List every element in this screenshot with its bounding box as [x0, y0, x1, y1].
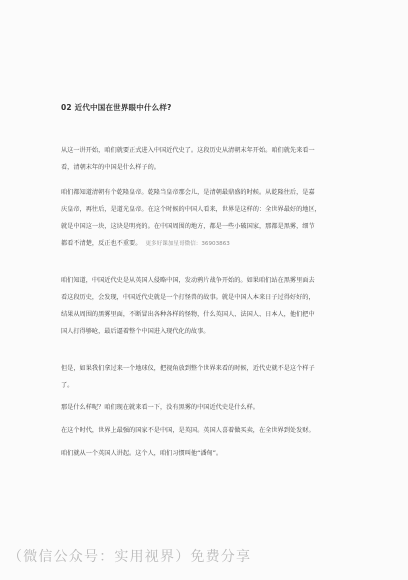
paragraph-2 — [61, 184, 361, 253]
paragraph-line: 在这个时代，世界上最强的国家不是中国，是英国。英国人喜着做买卖，在全世界到处发财。 — [61, 427, 315, 434]
paragraph-line: 结果从周围的黑雾里面，不断冒出各种各样的怪物，什么英国人、法国人、日本人，他们把中 — [61, 311, 315, 318]
paragraph-1 — [61, 142, 361, 176]
paragraph-line: 国人打得够呛，最后逼着整个中国进入现代化的故事。 — [61, 328, 210, 335]
paragraph-line: 看，清朝末年的中国是什么样子的。 — [61, 164, 160, 171]
paragraph-line: 了。 — [61, 382, 74, 389]
paragraph-line: 咱们知道，中国近代史是从英国人侵略中国，发动鸦片战争开始的。如果咱们站在黑雾里面去 — [61, 277, 315, 284]
paragraph-6 — [61, 422, 361, 439]
footer-watermark: （微信公众号：实用视界）免费分享 — [8, 549, 252, 565]
paragraph-3 — [61, 272, 361, 340]
paragraph-line: 咱们就从一个英国人讲起。这个人，咱们习惯叫他“潘甸”。 — [61, 450, 223, 457]
paragraph-line: 看这段历史，会发现，中国近代史就是一个打怪兽的故事。就是中国人本来日子过得好好的， — [61, 294, 315, 301]
paragraph-line: 庆皇帝，再往后，是道光皇帝。在这个时候的中国人看来，世界是这样的：全世界最好的地区， — [61, 206, 321, 213]
paragraph-4 — [61, 360, 361, 394]
paragraph-line: 但是，如果我们拿过来一个地球仪，把视角放到整个世界来看的时候，近代史就不是这个样子 — [61, 365, 315, 372]
paragraph-line: 从这一讲开始，咱们就要正式进入中国近代史了。这段历史从清朝末年开始。咱们就先来看一 — [61, 147, 315, 154]
paragraph-line: 就是中国这一块，这块是明亮的。在中国周围的地方，都是一些小破国家，那都是黑雾，细节 — [61, 223, 315, 230]
paragraph-line: 那是什么样呢？咱们现在就来看一下，没有黑雾的中国近代史是什么样。 — [61, 404, 259, 411]
paragraph-line: 咱们都知道清朝有个乾隆皇帝。乾隆当皇帝那会儿，是清朝最鼎盛的时候。从乾隆往后，是嘉 — [61, 189, 315, 196]
watermark-note: 更多好课加星哥微信：36903863 — [145, 241, 230, 247]
paragraph-7 — [61, 445, 361, 462]
paragraph-text: 都看不清楚，反正也不重要。 — [61, 240, 142, 247]
paragraph-5 — [61, 399, 361, 416]
paragraph-line — [61, 235, 361, 253]
section-heading: 02 近代中国在世界眼中什么样? — [61, 103, 172, 112]
